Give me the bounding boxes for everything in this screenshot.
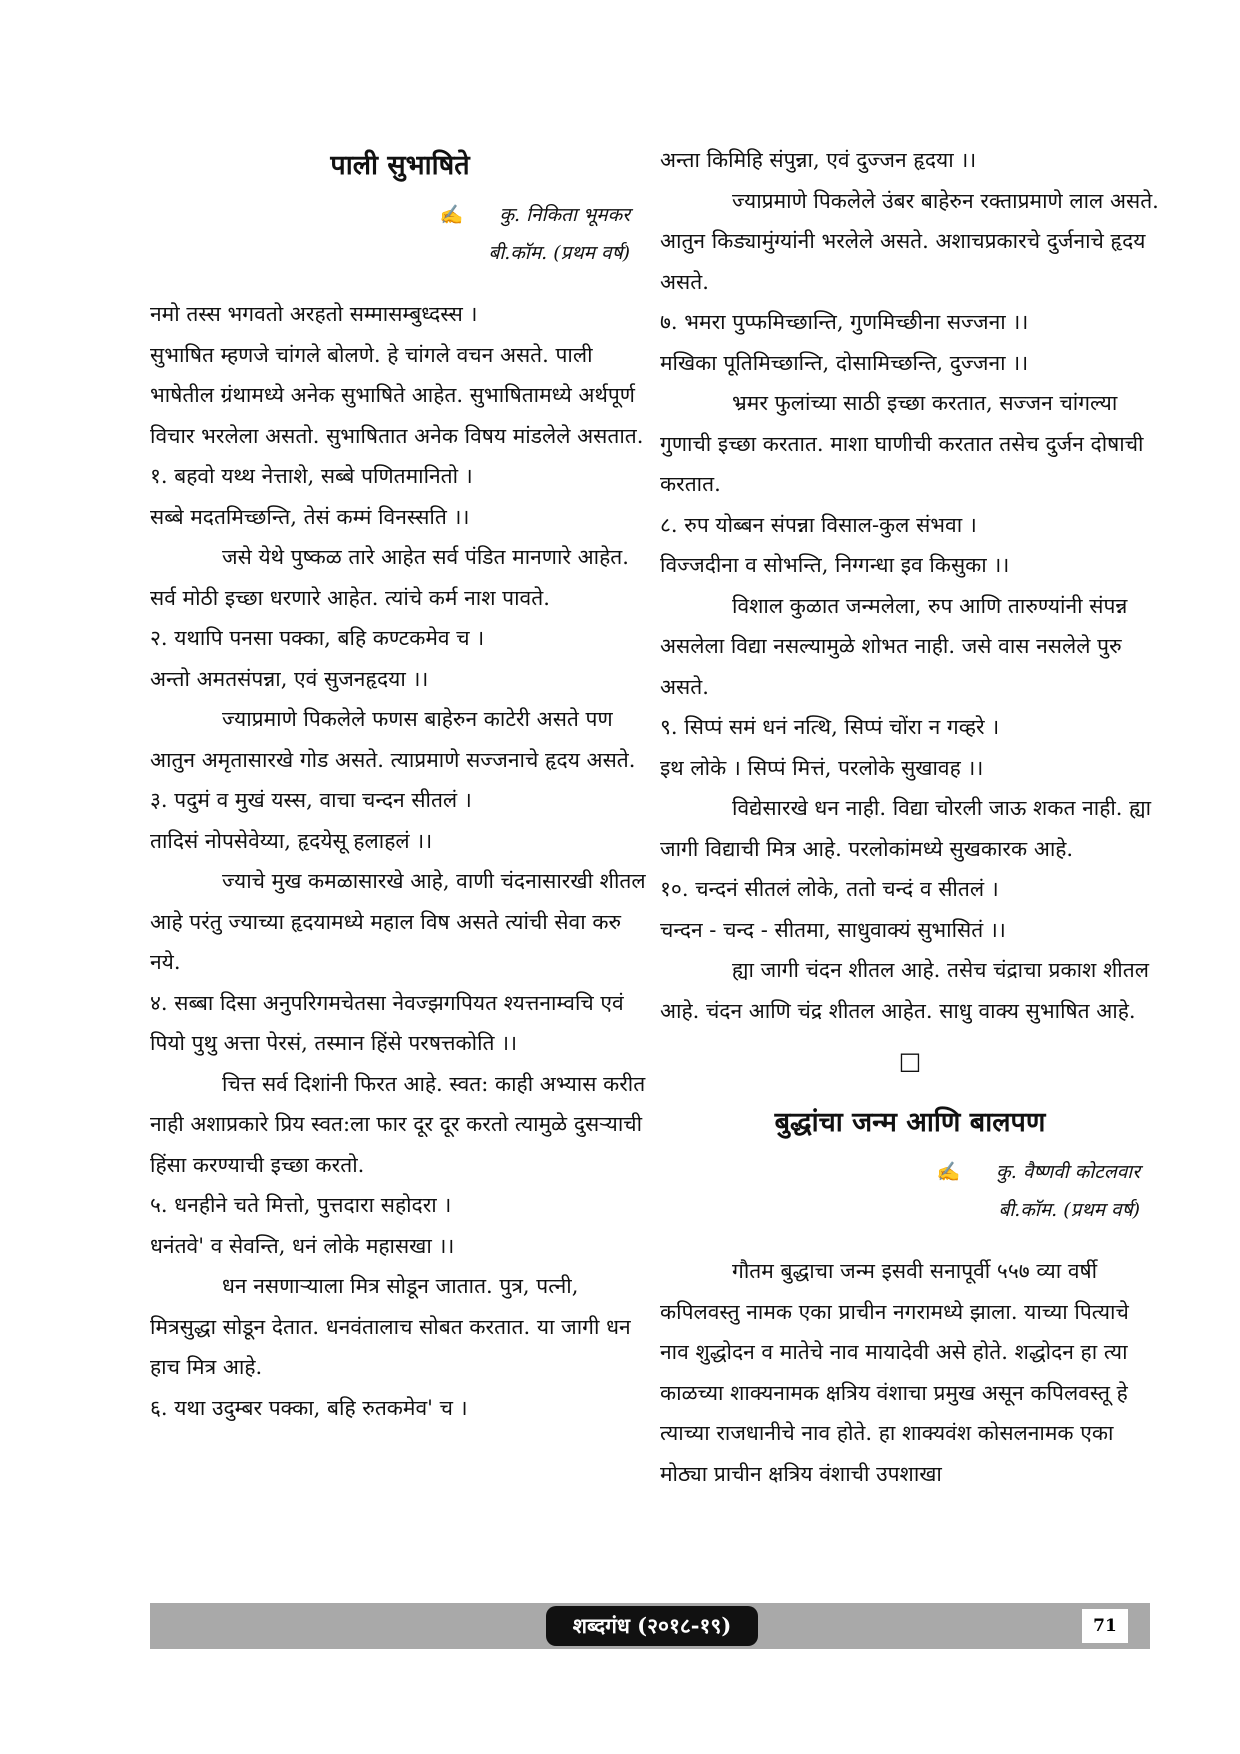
left-column	[150, 140, 650, 1428]
meaning-6: ज्याप्रमाणे पिकलेले उंबर बाहेरुन रक्ताप्रमाणे लाल असते. आतुन किड्यामुंग्यांनी भरलेले असते. अशाचप्रकारचे दुर्जनाचे हृदय असते.	[660, 188, 1159, 294]
meaning-8: विशाल कुळात जन्मलेला, रुप आणि तारुण्यांनी संपन्न असलेला विद्या नसल्यामुळे शोभत नाही. जसे वास नसलेले पुरु असते.	[660, 593, 1128, 699]
verse-10a: १०. चन्दनं सीतलं लोके, ततो चन्दं व सीतलं ।	[660, 877, 999, 901]
verse-1a: १. बहवो यथ्थ नेत्ताशे, सब्बे पणितमानितो ।	[150, 464, 473, 488]
page-number: 71	[1082, 1609, 1128, 1643]
verse-7b: मखिका पूतिमिच्छान्ति, दोसामिच्छन्ति, दुज्जना ।।	[660, 350, 1029, 375]
right-column	[660, 140, 1160, 1494]
article2-title: बुद्धांचा जन्म आणि बालपण	[774, 1107, 1046, 1138]
section-separator: □	[898, 1047, 922, 1075]
invocation: नमो तस्स भगवतो अरहतो सम्मासम्बुध्दस्स ।	[150, 302, 478, 326]
article-title: पाली सुभाषिते	[330, 150, 470, 181]
meaning-10: ह्या जागी चंदन शीतल आहे. तसेच चंद्राचा प्रकाश शीतल आहे. चंदन आणि चंद्र शीतल आहेत. साधु वाक्य सुभाषित आहे.	[660, 958, 1149, 1023]
meaning-3: ज्याचे मुख कमळासारखे आहे, वाणी चंदनासारखी शीतल आहे परंतु ज्याच्या हृदयामध्ये महाल विष असते त्यांची सेवा करु नये.	[150, 869, 646, 974]
verse-5b: धनंतवे' व सेवन्ति, धनं लोके महासखा ।।	[150, 1233, 455, 1258]
meaning-7: भ्रमर फुलांच्या साठी इच्छा करतात, सज्जन चांगल्या गुणाची इच्छा करतात. माशा घाणीची करतात तसेच दुर्जन दोषाची करतात.	[660, 391, 1144, 496]
verse-3a: ३. पदुमं व मुखं यस्स, वाचा चन्दन सीतलं ।	[150, 788, 472, 812]
author-class: बी.कॉम. (प्रथम वर्ष)	[488, 242, 630, 264]
verse-2b: अन्तो अमतसंपन्ना, एवं सुजनहृदया ।।	[150, 666, 429, 691]
meaning-4: चित्त सर्व दिशांनी फिरत आहे. स्वत: काही अभ्यास करीत नाही अशाप्रकारे प्रिय स्वत:ला फार दूर दूर करतो त्यामुळे दुसऱ्याची हिंसा करण्याची इच्छा करतो.	[150, 1071, 646, 1177]
author2-class: बी.कॉम. (प्रथम वर्ष)	[998, 1199, 1140, 1221]
verse-2a: २. यथापि पनसा पक्का, बहि कण्टकमेव च ।	[150, 626, 485, 650]
meaning-1: जसे येथे पुष्कळ तारे आहेत सर्व पंडित मानणारे आहेत. सर्व मोठी इच्छा धरणारे आहेत. त्यांचे कर्म नाश पावते.	[150, 545, 629, 610]
author-line	[150, 196, 650, 234]
verse-9a: ९. सिप्पं समं धनं नत्थि, सिप्पं चोंरा न गव्हरे ।	[660, 715, 1000, 739]
verse-6b: अन्ता किमिहि संपुन्ना, एवं दुज्जन हृदया ।।	[660, 148, 977, 172]
author2-line	[660, 1153, 1160, 1191]
verse-9b: इथ लोके । सिप्पं मित्तं, परलोके सुखावह ।।	[660, 755, 984, 780]
verse-8a: ८. रुप योब्बन संपन्ना विसाल-कुल संभवा ।	[660, 512, 977, 537]
verse-7a: ७. भमरा पुप्फमिच्छान्ति, गुणमिच्छीना सज्जना ।।	[660, 310, 1029, 334]
author2-name: कु. वैष्णवी कोटलवार	[996, 1161, 1140, 1183]
pen-nib-icon: ✍	[439, 204, 464, 226]
article2-body: गौतम बुद्धाचा जन्म इसवी सनापूर्वी ५५७ व्या वर्षी कपिलवस्तु नामक एका प्राचीन नगरामध्ये झाला. याच्या पित्याचे नाव शुद्धोदन व मातेचे नाव मायादेवी असे होते. शद्धोदन हा त्या काळच्या शाक्यनामक क्षत्रिय वंशाचा प्रमुख असून कपिलवस्तू हे त्याच्या राजधानीचे नाव होते. हा शाक्यवंश कोसलनामक एका मोठ्या प्राचीन क्षत्रिय वंशाची उपशाखा	[660, 1259, 1129, 1486]
magazine-name: शब्दगंध (२०१८-१९)	[546, 1606, 758, 1646]
verse-4: ४. सब्बा दिसा अनुपरिगमचेतसा नेवज्झगपियत श्यत्तनाम्वचि एवं पियो पुथु अत्ता पेरसं, तस्मान हिंसे परषत्तकोति ।।	[150, 990, 624, 1055]
author-name: कु. निकिता भूमकर	[499, 204, 630, 226]
verse-5a: ५. धनहीने चते मित्तो, पुत्तदारा सहोदरा ।	[150, 1193, 452, 1217]
meaning-2: ज्याप्रमाणे पिकलेले फणस बाहेरुन काटेरी असते पण आतुन अमृतासारखे गोड असते. त्याप्रमाणे सज्जनाचे हृदय असते.	[150, 707, 636, 772]
verse-3b: तादिसं नोपसेवेय्या, हृदयेसू हलाहलं ।।	[150, 828, 433, 853]
meaning-5: धन नसणाऱ्याला मित्र सोडून जातात. पुत्र, पत्नी, मित्रसुद्धा सोडून देतात. धनवंतालाच सोबत करतात. या जागी धन हाच मित्र आहे.	[150, 1274, 631, 1379]
meaning-9: विद्येसारखे धन नाही. विद्या चोरली जाऊ शकत नाही. ह्या जागी विद्याची मित्र आहे. परलोकांमध्ये सुखकारक आहे.	[660, 796, 1152, 861]
verse-8b: विज्जदीना व सोभन्ति, निग्गन्धा इव किसुका ।।	[660, 553, 1010, 577]
verse-6a: ६. यथा उदुम्बर पक्का, बहि रुतकमेव' च ।	[150, 1395, 468, 1420]
pen-nib-icon: ✍	[936, 1161, 961, 1183]
intro-paragraph: सुभाषित म्हणजे चांगले बोलणे. हे चांगले वचन असते. पाली भाषेतील ग्रंथामध्ये अनेक सुभाषिते आहेत. सुभाषितामध्ये अर्थपूर्ण विचार भरलेला असतो. सुभाषितात अनेक विषय मांडलेले असतात.	[150, 342, 644, 448]
footer-bar	[150, 1603, 1150, 1649]
verse-1b: सब्बे मदतमिच्छन्ति, तेसं कम्मं विनस्सति ।।	[150, 504, 470, 529]
verse-10b: चन्दन - चन्द - सीतमा, साधुवाक्यं सुभासितं ।।	[660, 917, 1006, 942]
